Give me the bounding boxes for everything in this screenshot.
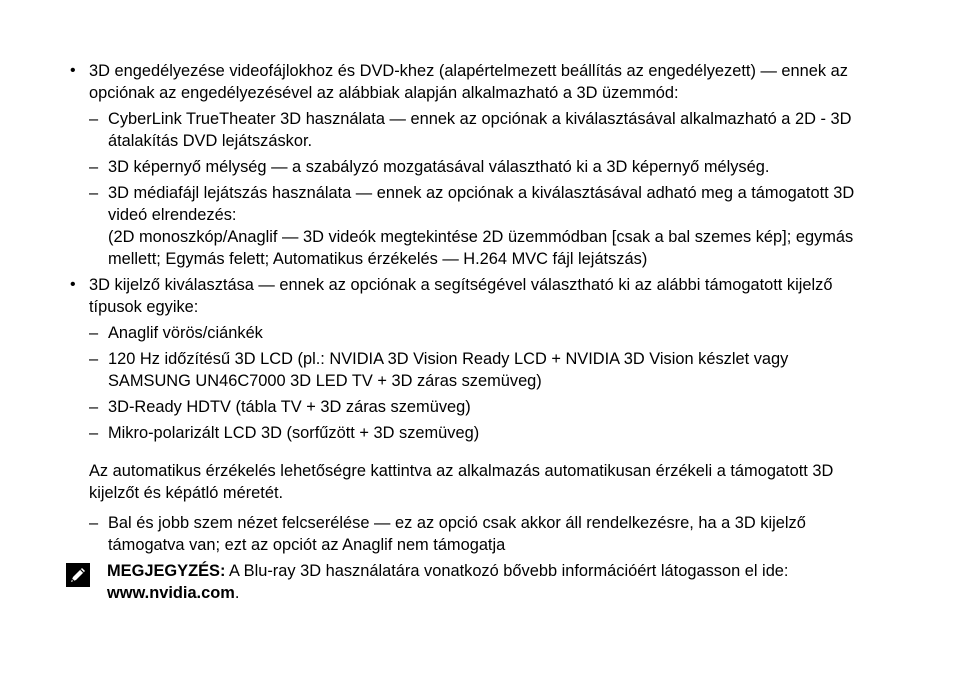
sub-item-trutheater [0, 108, 954, 152]
sub-item-swap-eyes [0, 512, 954, 556]
sub-item-text: 3D-Ready HDTV (tábla TV + 3D záras szemüveg) [108, 398, 471, 416]
bullet-item-3d-enable [0, 60, 954, 104]
sub-item-text: 3D képernyő mélység — a szabályzó mozgatásával választható ki a 3D képernyő mélység. [108, 158, 770, 176]
bullet-text: 3D engedélyezése videofájlokhoz és DVD-khez (alapértelmezett beállítás az engedélyezett) — ennek az opciónak az engedélyezésével az alábbiak alapján alkalmazható a 3D üzemmód: [89, 62, 848, 102]
bullet-item-display-select [0, 274, 954, 318]
dash-icon: – [89, 514, 99, 532]
dash-icon: – [89, 110, 99, 128]
sub-item-3d-ready-hdtv [0, 396, 954, 418]
dash-icon: – [89, 158, 99, 176]
nvidia-link[interactable]: www.nvidia.com [107, 584, 235, 602]
dash-icon: – [89, 350, 99, 368]
auto-detect-paragraph: Az automatikus érzékelés lehetőségre kattintva az alkalmazás automatikusan érzékeli a támogatott 3D kijelzőt és képátló méretét. [89, 462, 834, 502]
sub-item-text: CyberLink TrueTheater 3D használata — ennek az opciónak a kiválasztásával alkalmazható a 2D - 3D átalakítás DVD lejátszáskor. [108, 110, 852, 150]
sub-item-120hz-lcd [0, 348, 954, 392]
sub-item-depth [0, 156, 954, 178]
note-label: MEGJEGYZÉS: [107, 562, 226, 580]
dash-icon: – [89, 398, 99, 416]
note-text: A Blu-ray 3D használatára vonatkozó bővebb információért látogasson el ide: [225, 562, 789, 580]
sub-item-text: Mikro-polarizált LCD 3D (sorfűzött + 3D szemüveg) [108, 424, 480, 442]
sub-item-text: Bal és jobb szem nézet felcserélése — ez az opció csak akkor áll rendelkezésre, ha a 3D kijelző támogatva van; ezt az opciót az Anaglif nem támogatja [108, 514, 806, 554]
sub-item-text: Anaglif vörös/ciánkék [108, 324, 263, 342]
bullet-icon: • [70, 62, 76, 79]
sub-item-media-playback [0, 182, 954, 270]
note-block [0, 560, 954, 604]
bullet-icon: • [70, 276, 76, 293]
sub-item-text: 120 Hz időzítésű 3D LCD (pl.: NVIDIA 3D Vision Ready LCD + NVIDIA 3D Vision készlet vagy SAMSUNG UN46C7000 3D LED TV + 3D záras szemüveg) [108, 350, 789, 390]
document-body [0, 60, 954, 604]
dash-icon: – [89, 184, 99, 202]
dash-icon: – [89, 424, 99, 442]
note-end: . [234, 584, 240, 602]
sub-item-micro-polarized [0, 422, 954, 444]
sub-item-text: 3D médiafájl lejátszás használata — ennek az opciónak a kiválasztásával adható meg a támogatott 3D videó elrendezés: [108, 184, 855, 224]
pencil-note-icon [66, 563, 90, 587]
sub-item-extra-text: (2D monoszkóp/Anaglif — 3D videók megtekintése 2D üzemmódban [csak a bal szemes kép]; egymás mellett; Egymás felett; Automatikus érzékelés — H.264 MVC fájl lejátszás) [108, 228, 854, 268]
sub-item-anaglyph [0, 322, 954, 344]
dash-icon: – [89, 324, 99, 342]
bullet-text: 3D kijelző kiválasztása — ennek az opciónak a segítségével választható ki az alábbi támogatott kijelző típusok egyike: [89, 276, 833, 316]
